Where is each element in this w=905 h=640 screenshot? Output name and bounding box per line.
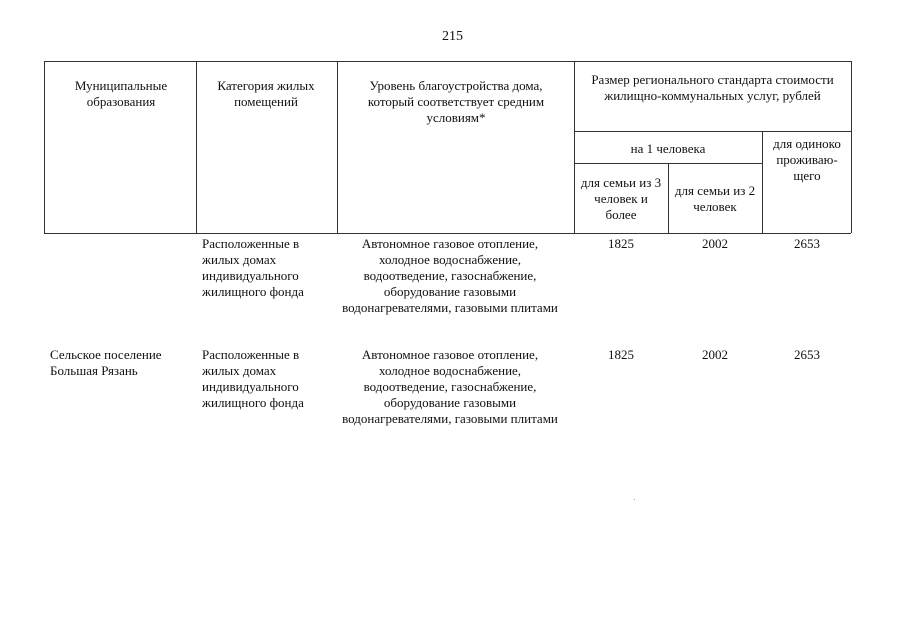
- header-family-2: для семьи из 2 человек: [674, 183, 756, 214]
- row2-single-value: 2653: [794, 347, 820, 362]
- header-col-divider-3: [574, 61, 575, 233]
- row2-family3-value: 1825: [608, 347, 634, 362]
- header-col-divider-5: [762, 131, 763, 233]
- header-standard-size: Размер регионального стандарта стоимости жилищно-коммунальных услуг, рублей: [591, 72, 834, 103]
- header-per-person: на 1 человека: [630, 141, 706, 156]
- header-col-divider-4: [668, 163, 669, 233]
- header-divider-size: [574, 131, 851, 132]
- row2-amenity: Автономное газовое отопление, холодное водоснабжение, водоотведение, газоснабжение, оборудование газовыми водонагревателями, газовыми плитами: [342, 347, 558, 426]
- row1-family2-value: 2002: [702, 236, 728, 251]
- page-number: 215: [442, 29, 463, 44]
- header-top-border: [44, 61, 851, 62]
- row1-single-value: 2653: [794, 236, 820, 251]
- row1-category: Расположенные в жилых домах индивидуального жилищного фонда: [202, 236, 304, 299]
- header-left-border: [44, 61, 45, 233]
- header-bottom-border: [44, 233, 851, 234]
- row2-category: Расположенные в жилых домах индивидуального жилищного фонда: [202, 347, 304, 410]
- header-family-3: для семьи из 3 человек и более: [580, 175, 662, 222]
- header-municipality: Муниципальные образования: [74, 78, 168, 109]
- header-right-border: [851, 61, 852, 233]
- row2-family2-value: 2002: [702, 347, 728, 362]
- header-single: для одиноко проживаю-щего: [773, 136, 841, 183]
- row2-municipality: Сельское поселение Большая Рязань: [50, 347, 162, 378]
- header-amenity-level: Уровень благоустройства дома, который соответствует средним условиям*: [367, 78, 545, 125]
- scan-speck: [634, 499, 635, 500]
- header-category: Категория жилых помещений: [217, 78, 315, 109]
- row1-amenity: Автономное газовое отопление, холодное водоснабжение, водоотведение, газоснабжение, оборудование газовыми водонагревателями, газовыми плитами: [342, 236, 558, 315]
- header-col-divider-1: [196, 61, 197, 233]
- row1-family3-value: 1825: [608, 236, 634, 251]
- header-col-divider-2: [337, 61, 338, 233]
